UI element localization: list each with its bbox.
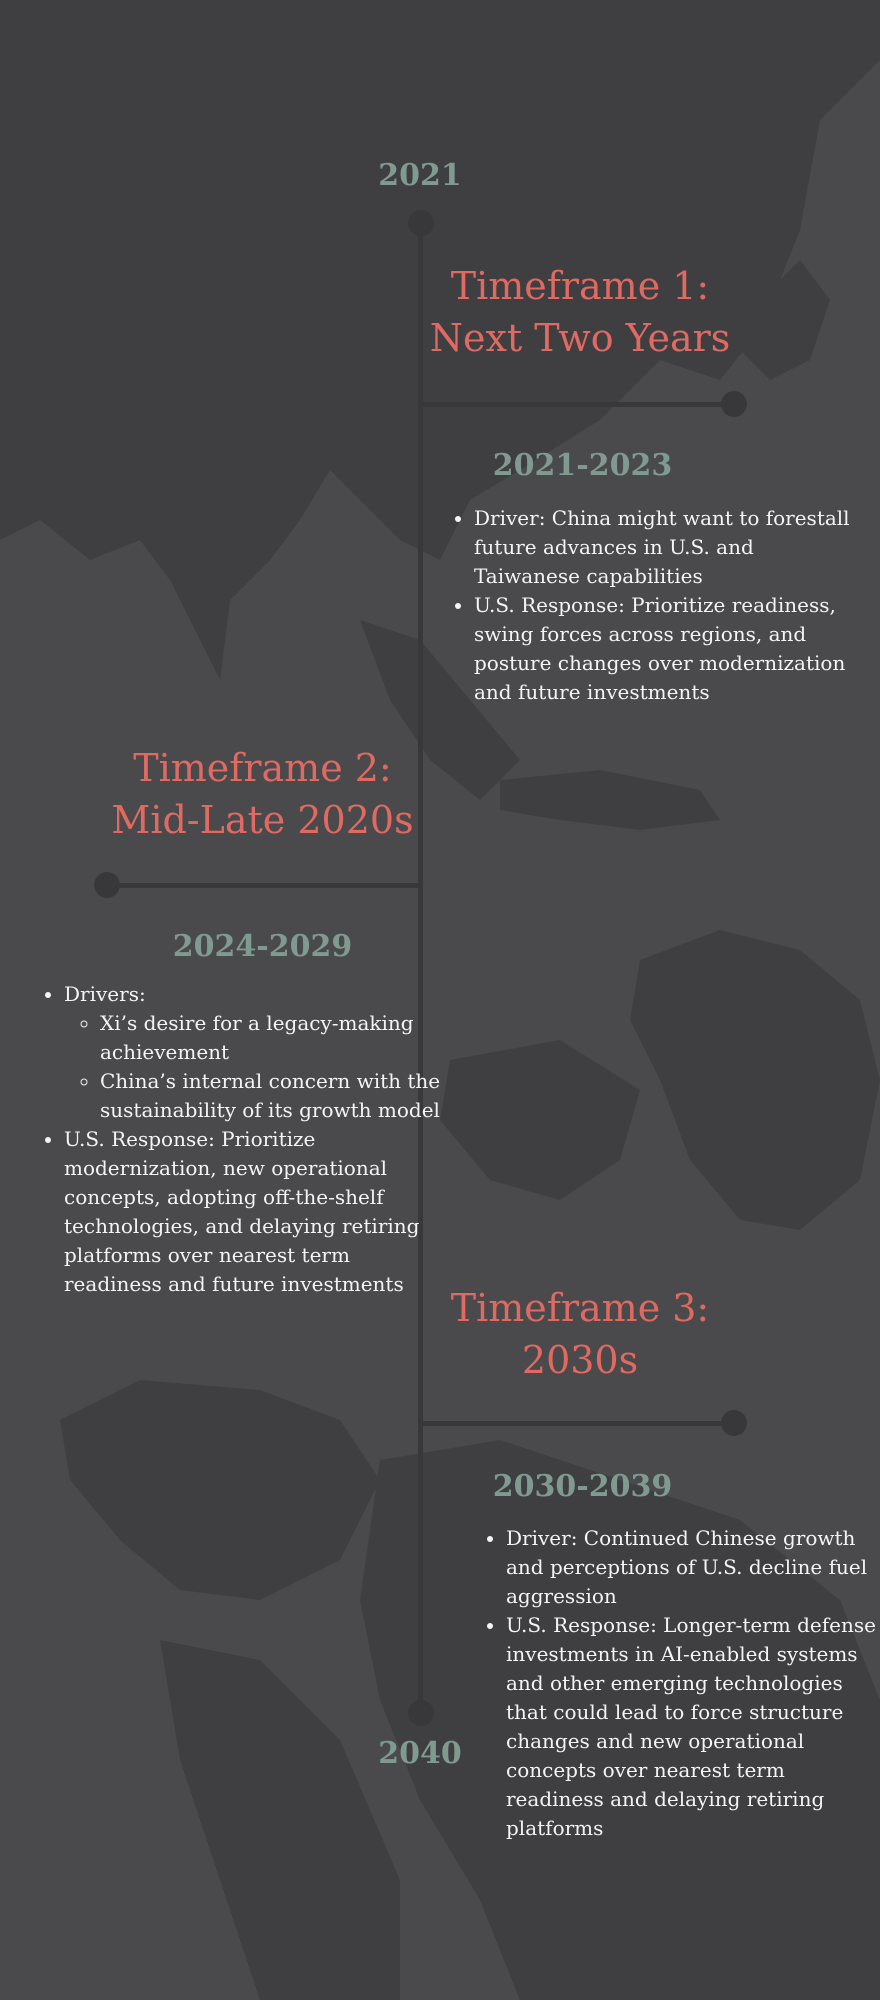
list-item: • U.S. Response: Prioritize modernization, new operational concepts, adopting off-the-shelf technologies, and delaying retiring platforms over nearest term readiness and future investments [64,1125,444,1299]
list-item: • Driver: Continued Chinese growth and perceptions of U.S. decline fuel aggression [506,1524,880,1611]
timeline-end-dot [408,1700,434,1726]
timeframe-3-dot [721,1410,747,1436]
timeframe-2-title-line1: Timeframe 2: [133,746,392,790]
timeframe-1-title [420,260,740,364]
timeframe-2-title [100,742,425,846]
timeframe-2-connector [108,883,420,888]
greenland-arctic [630,930,880,1230]
north-america-west [160,1640,400,2000]
timeframe-2-range: 2024-2029 [172,929,353,964]
timeframe-3-list [480,1524,880,1843]
list-item: • U.S. Response: Longer-term defense investments in AI-enabled systems and other emerging technologies that could lead to force structure changes and new operational concepts over nearest term readiness and delaying retiring platforms [506,1611,880,1843]
timeframe-3-title-line2: 2030s [521,1338,639,1382]
timeframe-3-title [420,1282,740,1386]
timeframe-1-list [448,504,864,707]
list-item: • U.S. Response: Prioritize readiness, swing forces across regions, and posture changes over modernization and future investments [474,591,864,707]
timeframe-1-title-line1: Timeframe 1: [450,264,710,308]
start-year: 2021 [378,158,462,193]
timeframe-2-list [38,980,444,1299]
sub-list-item: ◦ China’s internal concern with the sustainability of its growth model [100,1067,444,1125]
timeframe-3-connector [420,1421,732,1426]
canada-islands [440,1040,640,1200]
timeframe-3-range: 2030-2039 [492,1469,673,1504]
timeframe-2-title-line2: Mid-Late 2020s [111,798,414,842]
timeframe-1-connector [420,402,732,407]
timeframe-2-dot [94,872,120,898]
timeframe-3-title-line1: Timeframe 3: [450,1286,710,1330]
sub-list-item: ◦ Xi’s desire for a legacy-making achievement [100,1009,444,1067]
list-item: • Driver: China might want to forestall future advances in U.S. and Taiwanese capabilities [474,504,864,591]
indonesia-islands [500,770,720,830]
timeframe-1-dot [721,391,747,417]
timeframe-1-range: 2021-2023 [492,448,673,483]
end-year: 2040 [378,1736,462,1771]
alaska [60,1380,380,1600]
timeframe-1-title-line2: Next Two Years [429,316,731,360]
timeline-start-dot [408,210,434,236]
list-item [64,980,444,1125]
list-item-text: Drivers: [64,982,146,1006]
sub-list [64,1009,444,1125]
